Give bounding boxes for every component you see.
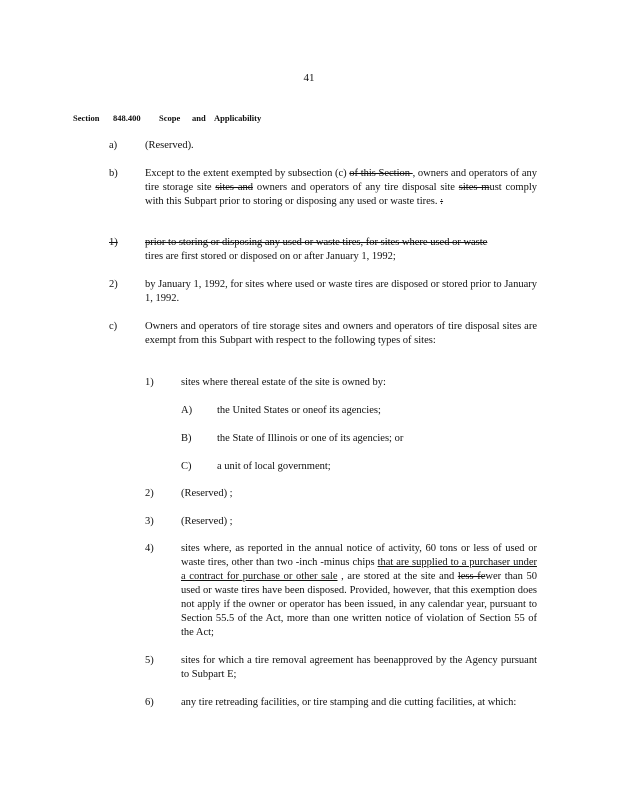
item-c1-label: 1) bbox=[145, 377, 154, 388]
item-b2-label: 2) bbox=[109, 279, 118, 290]
item-c1c-text: a unit of local government; bbox=[217, 461, 331, 472]
item-c5-text: sites for which a tire removal agreement has beenapproved by the Agency pursuant to Subpart E; bbox=[181, 655, 537, 680]
item-c1-text: sites where thereal estate of the site is owned by: bbox=[181, 377, 386, 388]
section-title-word-1: Scope bbox=[159, 113, 181, 123]
item-b1-text: prior to storing or disposing any used or waste tires, for sites where used or waste tires are first stored or disposed on or after January 1, 1992; bbox=[145, 237, 488, 262]
item-a-label: a) bbox=[109, 140, 118, 151]
item-c3-text: (Reserved) ; bbox=[181, 516, 233, 527]
item-c1b-text: the State of Illinois or one of its agencies; or bbox=[217, 433, 404, 444]
item-b-label: b) bbox=[109, 168, 118, 179]
item-c4-text: sites where, as reported in the annual notice of activity, 60 tons or less of used or waste tires, other than two -inch -minus chips that are supplied to a purchaser under a contract for purchase or other sale , are stored at the site and less fewer than 50 used or waste tires have been disposed. Provided, however, that this exemption does not apply if the owner or operator has been issued, in any calendar year, pursuant to Section 55.5 of the Act, more than one written notice of violation of Section 55 of the Act; bbox=[181, 543, 537, 638]
item-c-label: c) bbox=[109, 321, 118, 332]
item-b1-label: 1) bbox=[109, 237, 118, 248]
item-c1b-label: B) bbox=[181, 433, 192, 444]
item-c3-label: 3) bbox=[145, 516, 154, 527]
item-c1a-label: A) bbox=[181, 405, 193, 416]
item-b2-text: by January 1, 1992, for sites where used or waste tires are disposed or stored prior to January 1, 1992. bbox=[145, 279, 537, 304]
item-c5-label: 5) bbox=[145, 655, 154, 666]
item-c4-label: 4) bbox=[145, 543, 154, 554]
section-number: 848.400 bbox=[113, 113, 141, 123]
section-label: Section bbox=[73, 113, 100, 123]
item-a-text: (Reserved). bbox=[145, 140, 194, 151]
item-c1c-label: C) bbox=[181, 461, 192, 472]
item-c6-text: any tire retreading facilities, or tire stamping and die cutting facilities, at which: bbox=[181, 697, 517, 708]
item-c2-label: 2) bbox=[145, 488, 154, 499]
item-c2-text: (Reserved) ; bbox=[181, 488, 233, 499]
item-c6-label: 6) bbox=[145, 697, 154, 708]
section-title-word-3: Applicability bbox=[214, 113, 262, 123]
item-c-text: Owners and operators of tire storage sites and owners and operators of tire disposal sites are exempt from this Subpart with respect to the following types of sites: bbox=[145, 321, 537, 346]
section-title-word-2: and bbox=[192, 113, 206, 123]
item-b-text: Except to the extent exempted by subsection (c) of this Section , owners and operators of any tire storage site sites and owners and operators of any tire disposal site sites must comply with this Subpart prior to storing or disposing any used or waste tires. : bbox=[145, 168, 538, 207]
page-number: 41 bbox=[303, 72, 315, 84]
item-c1a-text: the United States or oneof its agencies; bbox=[217, 405, 381, 416]
